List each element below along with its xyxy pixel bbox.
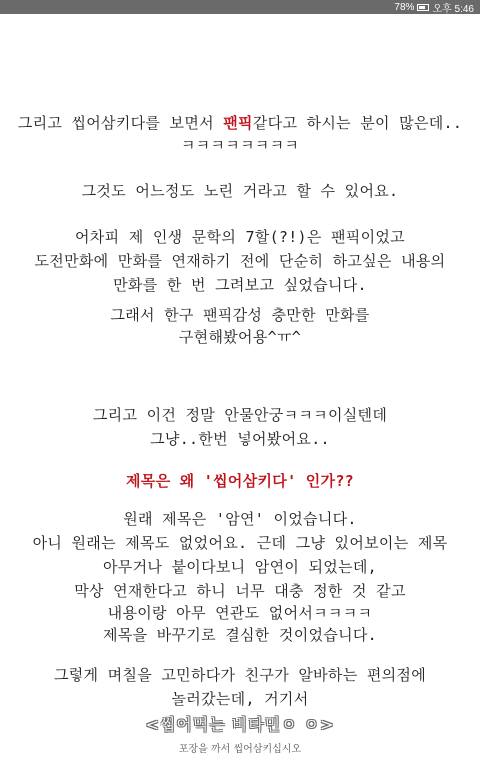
highlight-word: 팬픽 <box>223 114 253 132</box>
battery-percent: 78% <box>394 1 415 13</box>
text-line: 그것도 어느정도 노린 거라고 할 수 있어요. <box>81 182 399 200</box>
text-line: 아니 원래는 제목도 없었어요. 근데 그냥 있어보이는 제목 <box>32 534 448 552</box>
text-line: 막상 연재한다고 하니 너무 대충 정한 것 같고 <box>74 582 406 600</box>
text-line: ㅋㅋㅋㅋㅋㅋㅋㅋ <box>180 136 300 154</box>
battery-icon <box>417 4 429 11</box>
text-line: 어차피 제 인생 문학의 7할(?!)은 팬픽이었고 <box>75 228 405 246</box>
text-line: 아무거나 붙이다보니 암연이 되었는데, <box>103 558 377 576</box>
text-line: 원래 제목은 '암연' 이었습니다. <box>123 510 357 528</box>
footer-logo: <씹어먹는 비타민ㅇ ㅇ> <box>145 715 335 734</box>
text-line: 그래서 한구 팬픽감성 충만한 만화를 <box>110 306 370 324</box>
text-line: 구현해봤어용^ㅠ^ <box>178 328 302 346</box>
text-line: 놀러갔는데, 거기서 <box>171 690 309 708</box>
text-line: 도전만화에 만화를 연재하기 전에 단순히 하고싶은 내용의 <box>34 252 446 270</box>
status-time: 오후 5:46 <box>432 3 474 15</box>
text-line: 그리고 씹어삼키다를 보면서 팬픽같다고 하시는 분이 많은데.. <box>17 114 463 132</box>
status-bar <box>0 0 480 14</box>
text-line: 그렇게 며칠을 고민하다가 친구가 알바하는 편의점에 <box>53 666 427 684</box>
text-line: 제목을 바꾸기로 결심한 것이었습니다. <box>103 626 377 644</box>
section-title: 제목은 왜 '씹어삼키다' 인가?? <box>125 472 354 490</box>
text-line: 만화를 한 번 그려보고 싶었습니다. <box>113 276 367 294</box>
text-line: 내용이랑 아무 연관도 없어서ㅋㅋㅋㅋ <box>107 604 373 622</box>
footer-subtitle: 포장을 까서 씹어삼키십시오 <box>178 744 302 755</box>
text-line: 그냥..한번 넣어봤어요.. <box>150 430 330 448</box>
text-line: 그리고 이건 정말 안물안궁ㅋㅋㅋ이실텐데 <box>92 406 388 424</box>
